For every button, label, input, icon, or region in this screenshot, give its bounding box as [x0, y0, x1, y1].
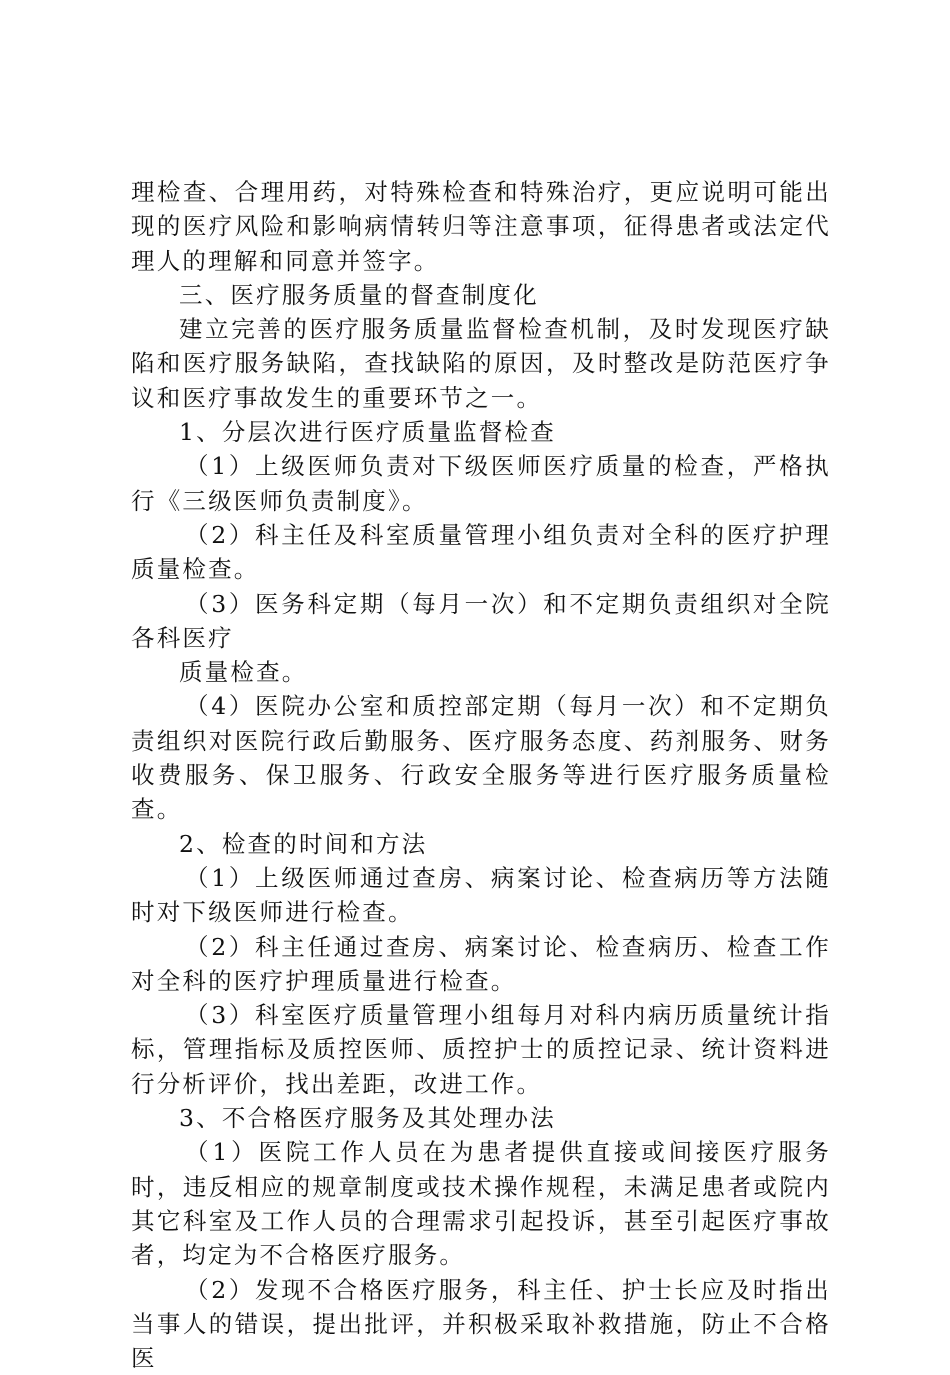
- subheading-1: 1、分层次进行医疗质量监督检查: [131, 415, 831, 449]
- paragraph-continuation: 理检查、合理用药，对特殊检查和特殊治疗，更应说明可能出现的医疗风险和影响病情转归等注意事项，征得患者或法定代理人的理解和同意并签字。: [131, 175, 831, 278]
- list-item-3-1: （1）医院工作人员在为患者提供直接或间接医疗服务时，违反相应的规章制度或技术操作规程，未满足患者或院内其它科室及工作人员的合理需求引起投诉，甚至引起医疗事故者，均定为不合格医疗服务。: [131, 1135, 831, 1272]
- subheading-3: 3、不合格医疗服务及其处理办法: [131, 1101, 831, 1135]
- list-item-1-2: （2）科主任及科室质量管理小组负责对全科的医疗护理质量检查。: [131, 518, 831, 587]
- list-item-1-1: （1）上级医师负责对下级医师医疗质量的检查，严格执行《三级医师负责制度》。: [131, 449, 831, 518]
- list-item-2-3: （3）科室医疗质量管理小组每月对科内病历质量统计指标，管理指标及质控医师、质控护士的质控记录、统计资料进行分析评价，找出差距，改进工作。: [131, 998, 831, 1101]
- subheading-2: 2、检查的时间和方法: [131, 827, 831, 861]
- list-item-2-2: （2）科主任通过查房、病案讨论、检查病历、检查工作对全科的医疗护理质量进行检查。: [131, 930, 831, 999]
- list-item-1-3: （3）医务科定期（每月一次）和不定期负责组织对全院各科医疗: [131, 587, 831, 656]
- list-item-1-4: （4）医院办公室和质控部定期（每月一次）和不定期负责组织对医院行政后勤服务、医疗服务态度、药剂服务、财务收费服务、保卫服务、行政安全服务等进行医疗服务质量检查。: [131, 689, 831, 826]
- list-item-3-2: （2）发现不合格医疗服务，科主任、护士长应及时指出当事人的错误，提出批评，并积极采取补救措施，防止不合格医: [131, 1273, 831, 1375]
- section-heading-3: 三、医疗服务质量的督查制度化: [131, 278, 831, 312]
- list-item-1-3-continuation: 质量检查。: [131, 655, 831, 689]
- list-item-2-1: （1）上级医师通过查房、病案讨论、检查病历等方法随时对下级医师进行检查。: [131, 861, 831, 930]
- document-body: [131, 175, 831, 1375]
- paragraph-intro: 建立完善的医疗服务质量监督检查机制，及时发现医疗缺陷和医疗服务缺陷，查找缺陷的原因，及时整改是防范医疗争议和医疗事故发生的重要环节之一。: [131, 312, 831, 415]
